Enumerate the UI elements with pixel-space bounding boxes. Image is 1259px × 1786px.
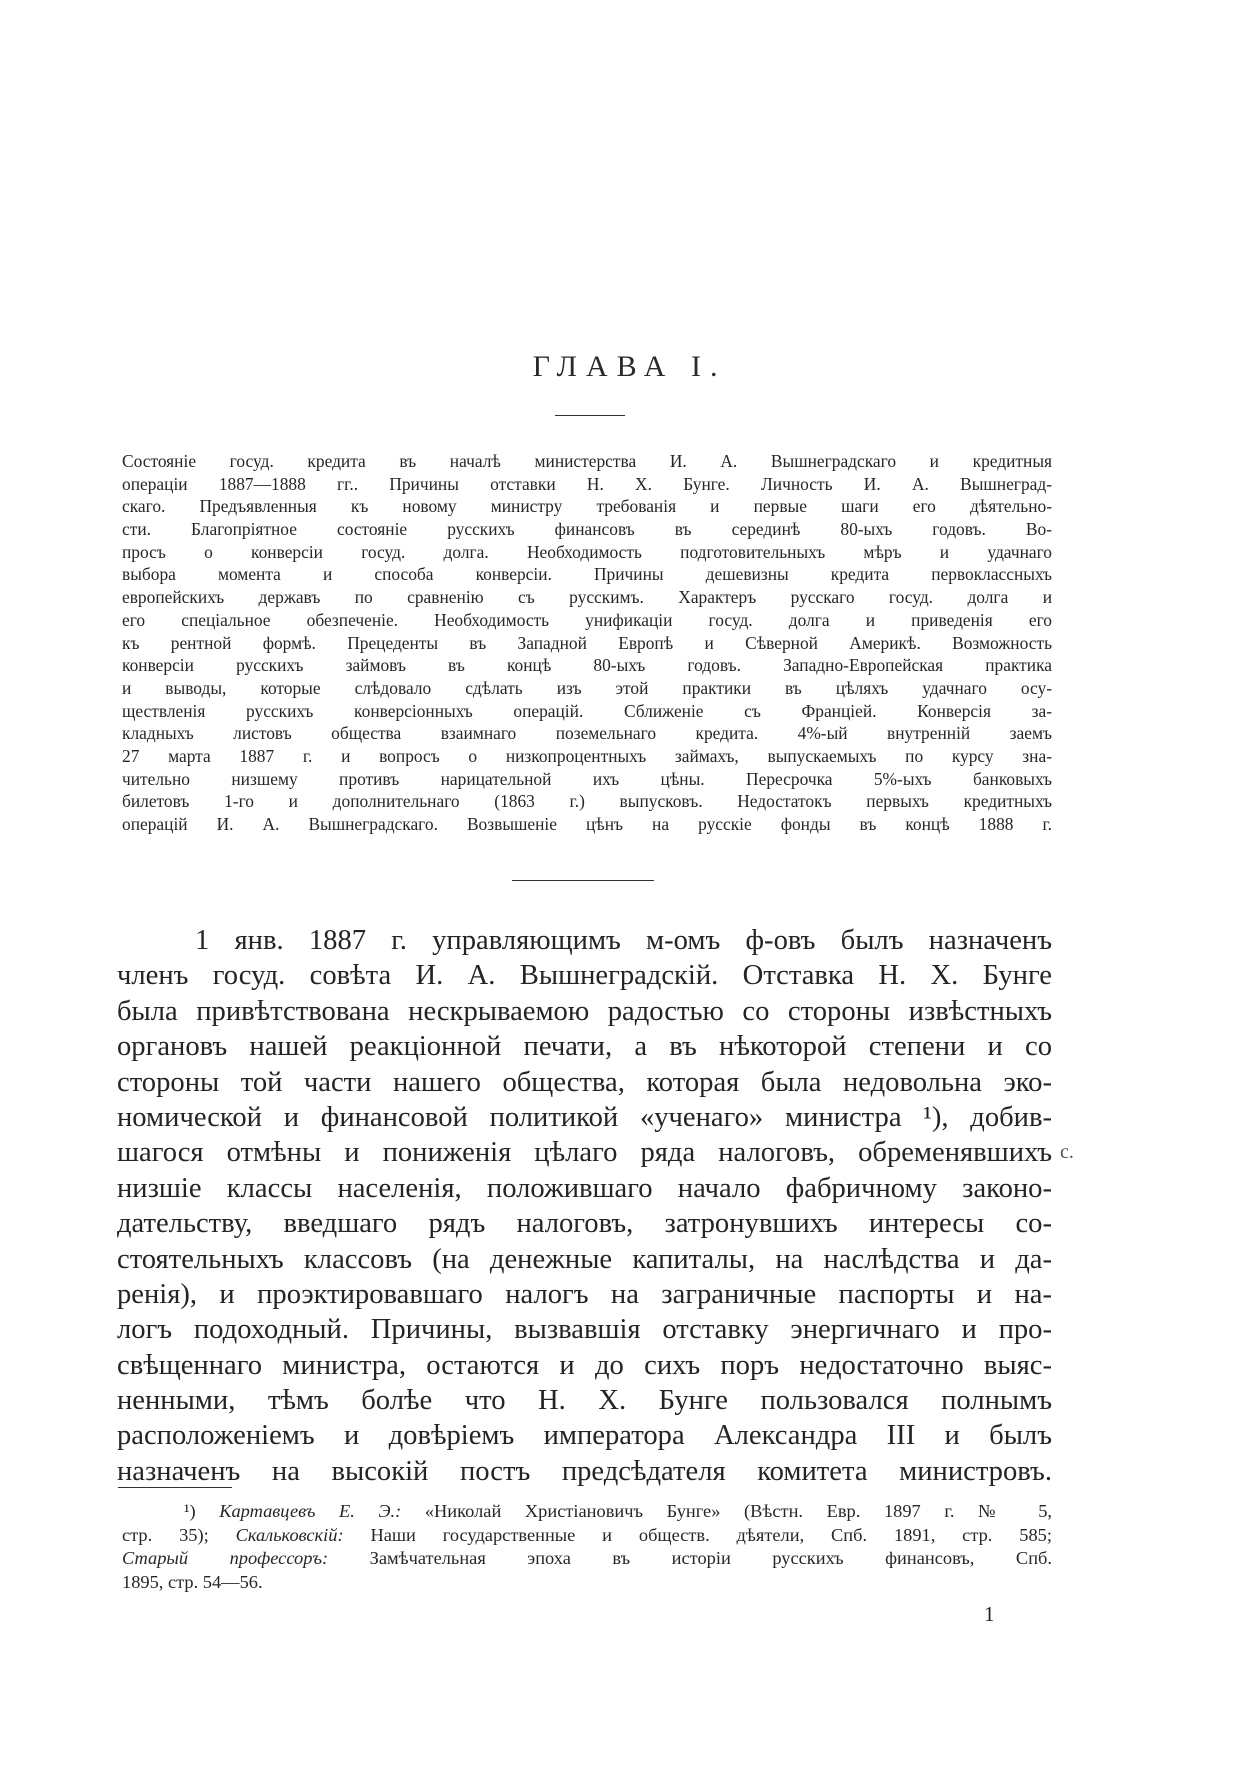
body-line: свѣщеннаго министра, остаются и до сихъ поръ недостаточно выяс-	[117, 1349, 1052, 1381]
body-line: стоятельныхъ классовъ (на денежные капиталы, на наслѣдства и да-	[117, 1243, 1052, 1275]
footnote-line: 1895, стр. 54—56.	[122, 1571, 263, 1592]
body-line: была привѣтствована нескрываемою радостью со стороны извѣстныхъ	[117, 995, 1052, 1027]
body-line: органовъ нашей реакціонной печати, а въ нѣкоторой степени и со	[117, 1031, 1052, 1063]
summary-line: операціи 1887—1888 гг.. Причины отставки Н. Х. Бунге. Личность И. А. Вышнеград-	[122, 473, 1052, 494]
footnote-text: стр. 35);	[122, 1524, 209, 1545]
footnote-author: Скальковскій:	[235, 1524, 344, 1545]
summary-line: выбора момента и способа конверсіи. Причины дешевизны кредита первоклассныхъ	[122, 564, 1052, 585]
summary-line: 27 марта 1887 г. и вопросъ о низкопроцентныхъ займахъ, выпускаемыхъ по курсу зна-	[122, 745, 1052, 766]
body-line: дательству, введшаго рядъ налоговъ, затронувшихъ интересы со-	[117, 1208, 1052, 1240]
margin-annotation: c.	[1060, 1141, 1074, 1163]
footnote-line	[122, 1524, 1052, 1548]
footnote-marker: ¹)	[184, 1501, 196, 1521]
body-paragraph	[117, 923, 1052, 1489]
footnote-line	[122, 1500, 1052, 1524]
summary-line: европейскихъ державъ по сравненію съ русскимъ. Характеръ русскаго госуд. долга и	[122, 587, 1052, 608]
summary-line: его спеціальное обезпеченіе. Необходимость унификаціи госуд. долга и приведенія его	[122, 609, 1052, 630]
summary-line: ществленія русскихъ конверсіонныхъ операцій. Сближеніе съ Франціей. Конверсія за-	[122, 700, 1052, 721]
title-divider	[555, 415, 625, 416]
page-number: 1	[984, 1602, 995, 1626]
body-line: членъ госуд. совѣта И. А. Вышнеградскій. Отставка Н. Х. Бунге	[117, 960, 1052, 992]
summary-line: операцій И. А. Вышнеградскаго. Возвышеніе цѣнъ на русскіе фонды въ концѣ 1888 г.	[122, 814, 1052, 834]
summary-line: чительно низшему противъ нарицательной ихъ цѣны. Пересрочка 5%-ыхъ банковыхъ	[122, 768, 1052, 789]
footnote-text: Замѣчательная эпоха въ исторіи русскихъ финансовъ, Спб.	[369, 1548, 1052, 1569]
footnote-divider	[118, 1487, 232, 1488]
summary-line: кладныхъ листовъ общества взаимнаго поземельнаго кредита. 4%-ый внутренній заемъ	[122, 723, 1052, 744]
section-divider	[512, 880, 654, 881]
body-line: ненными, тѣмъ болѣе что Н. Х. Бунге пользовался полнымъ	[117, 1385, 1052, 1417]
summary-line: просъ о конверсіи госуд. долга. Необходимость подготовительныхъ мѣръ и удачнаго	[122, 541, 1052, 562]
summary-line: билетовъ 1-го и дополнительнаго (1863 г.) выпусковъ. Недостатокъ первыхъ кредитныхъ	[122, 791, 1052, 812]
body-line: назначенъ на высокій постъ предсѣдателя комитета министровъ.	[117, 1455, 1052, 1487]
summary-line: сти. Благопріятное состояніе русскихъ финансовъ въ серединѣ 80-ыхъ годовъ. Во-	[122, 519, 1052, 540]
footnote-text: Наши государственные и обществ. дѣятели, Спб. 1891, стр. 585;	[370, 1524, 1052, 1545]
body-line: низшіе классы населенія, положившаго начало фабричному законо-	[117, 1172, 1052, 1204]
body-line: ренія), и проэктировавшаго налогъ на заграничные паспорты и на-	[117, 1278, 1052, 1310]
footnote-author: Картавцевъ Е. Э.:	[219, 1501, 402, 1521]
summary-line: Состояніе госуд. кредита въ началѣ министерства И. А. Вышнеградскаго и кредитныя	[122, 451, 1052, 471]
body-line: логъ подоходный. Причины, вызвавшія отставку энергичнаго и про-	[117, 1314, 1052, 1346]
body-line: стороны той части нашего общества, которая была недовольна эко-	[117, 1066, 1052, 1098]
body-line: шагося отмѣны и пониженія цѣлаго ряда налоговъ, обременявшихъ	[117, 1137, 1052, 1169]
footnote-line	[122, 1547, 1052, 1571]
summary-line: скаго. Предъявленныя къ новому министру требованія и первые шаги его дѣятельно-	[122, 496, 1052, 517]
footnote-text: «Николай Христіановичъ Бунге» (Вѣстн. Евр. 1897 г. № 5,	[424, 1501, 1052, 1521]
chapter-title: ГЛАВА I.	[532, 350, 727, 383]
chapter-summary	[122, 450, 1052, 836]
summary-line: и выводы, которые слѣдовало сдѣлать изъ этой практики въ цѣляхъ удачнаго осу-	[122, 677, 1052, 698]
body-line: расположеніемъ и довѣріемъ императора Александра III и былъ	[117, 1420, 1052, 1452]
footnotes	[122, 1500, 1052, 1594]
summary-line: конверсіи русскихъ займовъ въ концѣ 80-ыхъ годовъ. Западно-Европейская практика	[122, 655, 1052, 676]
footnote-author: Старый профессоръ:	[122, 1548, 329, 1569]
body-line: номической и финансовой политикой «ученаго» министра ¹), добив-	[117, 1101, 1052, 1133]
summary-line: къ рентной формѣ. Прецеденты въ Западной Европѣ и Сѣверной Америкѣ. Возможность	[122, 632, 1052, 653]
body-line: 1 янв. 1887 г. управляющимъ м-омъ ф-овъ былъ назначенъ	[195, 925, 1052, 956]
